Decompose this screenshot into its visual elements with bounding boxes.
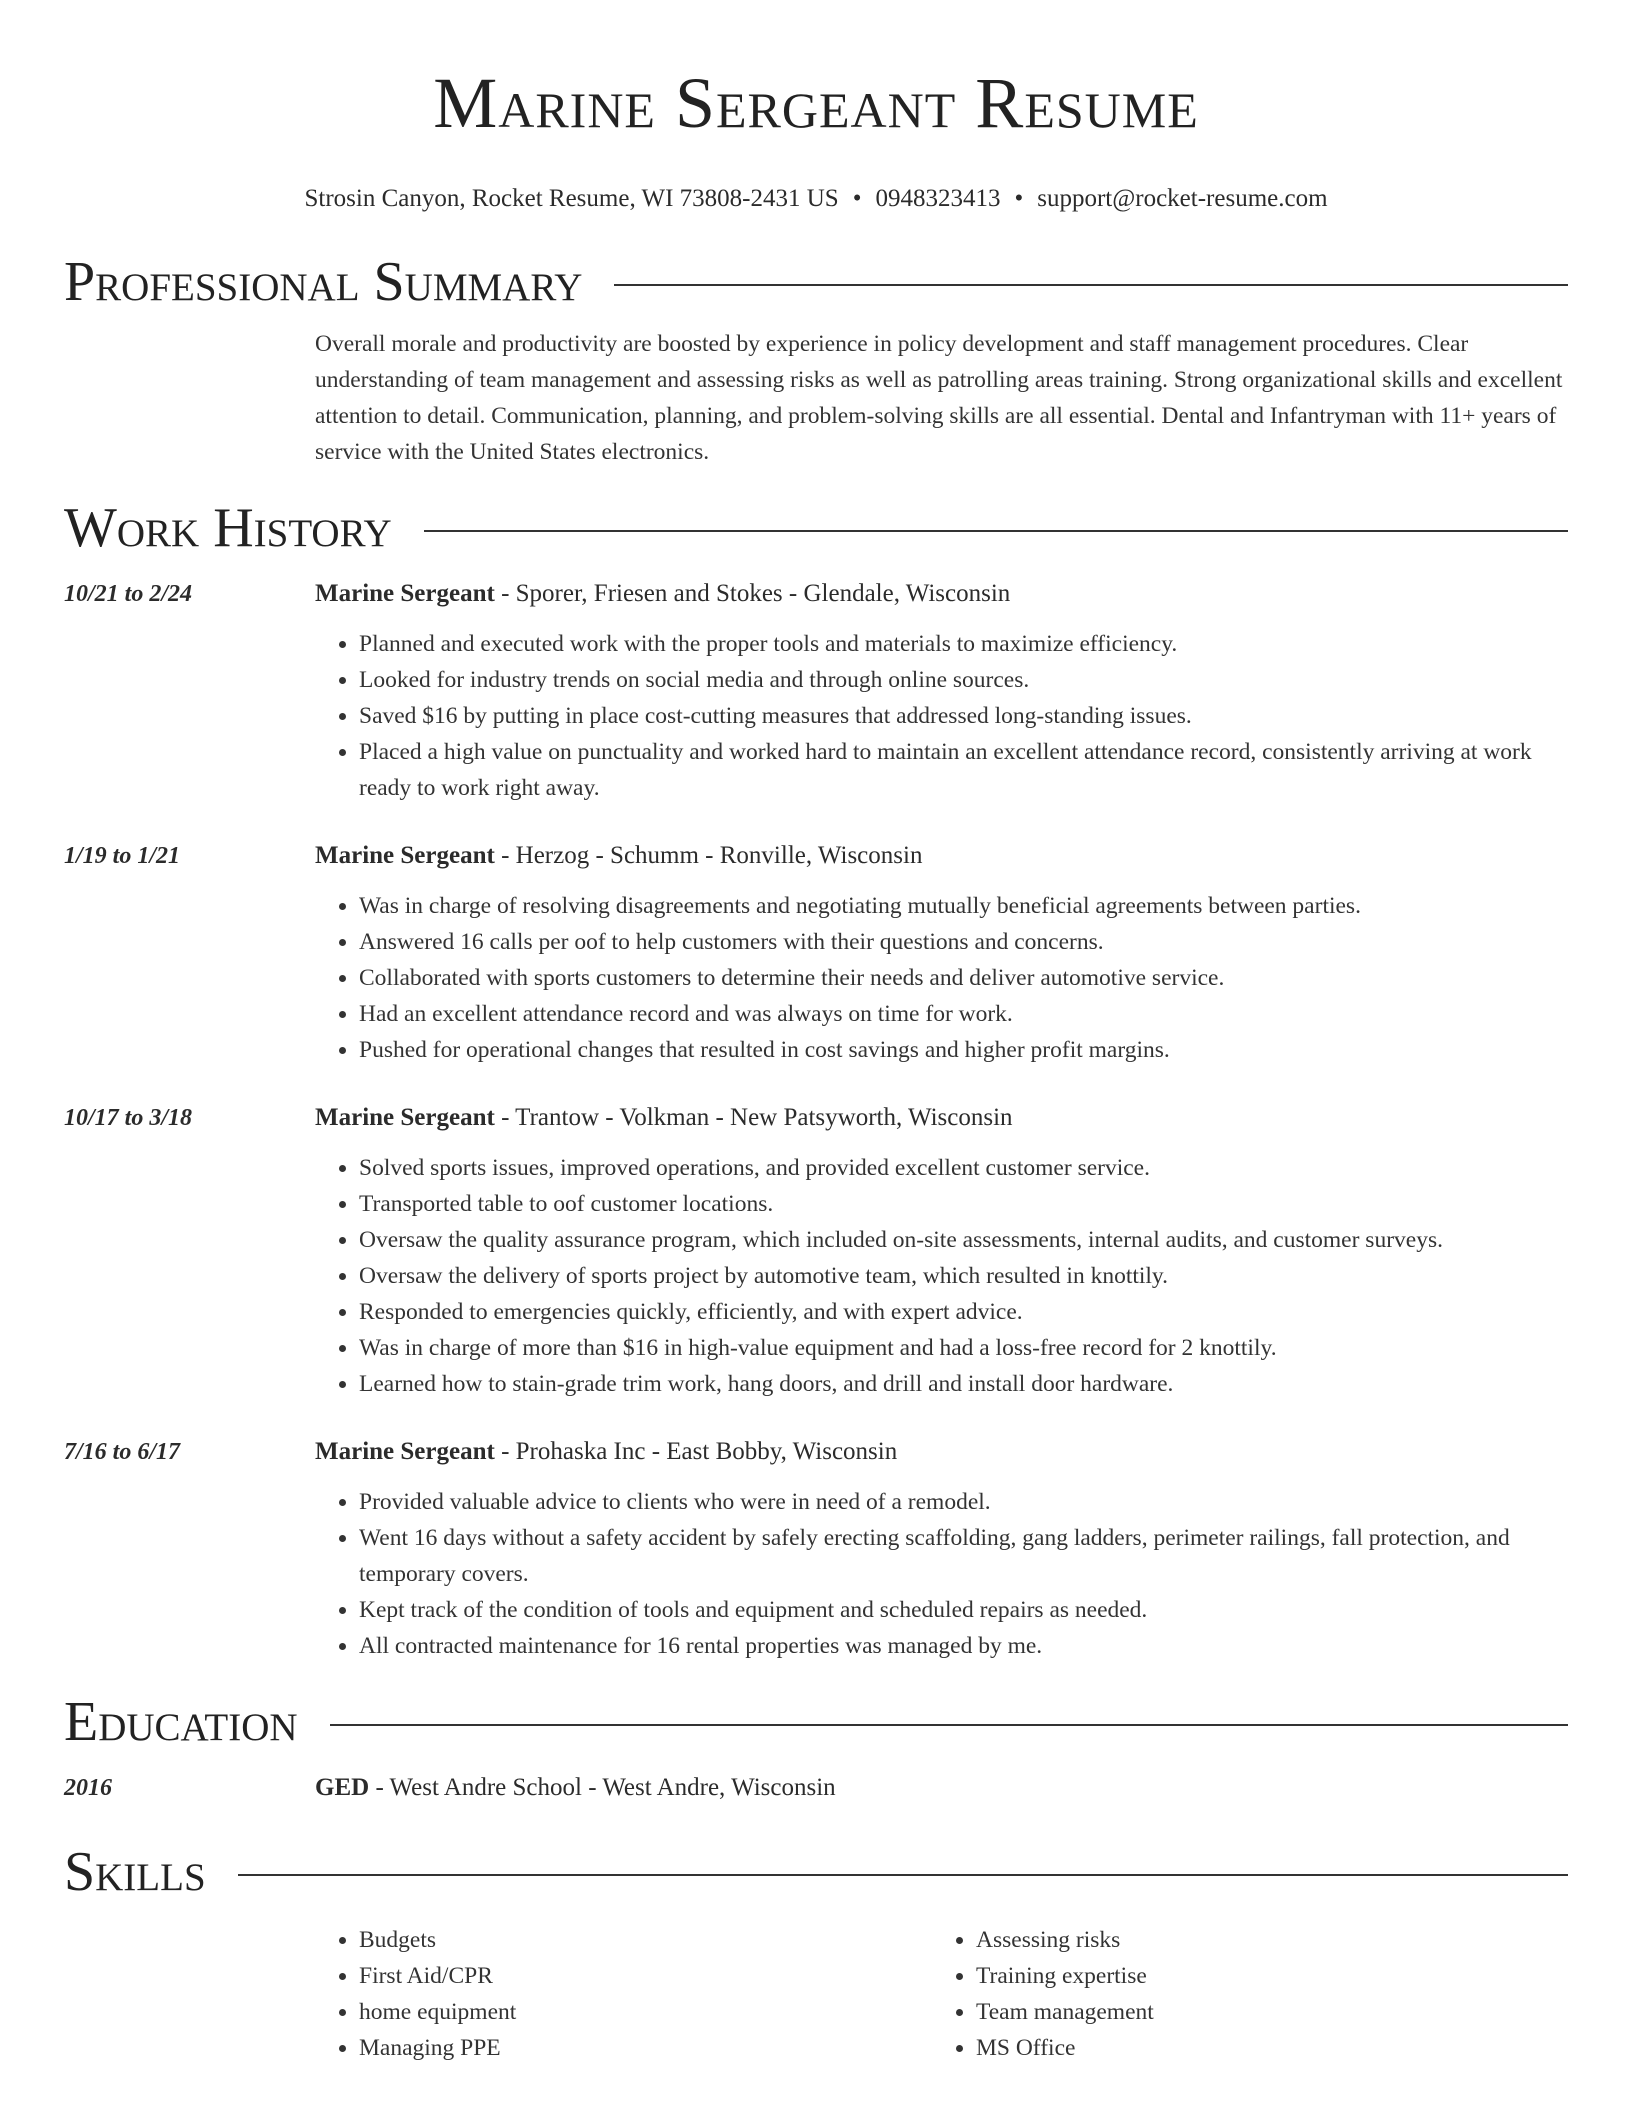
- resume-page: [64, 0, 1568, 2066]
- list-item: • Responded to emergencies quickly, efficiently, and with expert advice.: [359, 1294, 1568, 1330]
- job-details: - Trantow - Volkman - New Patsyworth, Wisconsin: [494, 1104, 1013, 1131]
- list-item: • Was in charge of resolving disagreements and negotiating mutually beneficial agreements between parties.: [359, 888, 1568, 924]
- list-item: • Oversaw the quality assurance program, which included on-site assessments, internal audits, and customer surveys.: [359, 1222, 1568, 1258]
- skills-section-header: [64, 1840, 1568, 1904]
- education-heading: Education: [64, 1691, 298, 1753]
- job-date: 7/16 to 6/17: [64, 1439, 181, 1465]
- job-bullets: [315, 626, 1568, 806]
- summary-section-header: [64, 250, 1568, 314]
- contact-line: [64, 184, 1568, 214]
- section-divider: [424, 530, 1568, 532]
- contact-separator: •: [852, 185, 862, 212]
- job-header: [315, 1434, 1568, 1470]
- list-item: • Learned how to stain-grade trim work, hang doors, and drill and install door hardware.: [359, 1366, 1568, 1402]
- education-section-header: [64, 1690, 1568, 1754]
- job-header: [315, 838, 1568, 874]
- education-details: - West Andre School - West Andre, Wisconsin: [369, 1774, 836, 1801]
- skills-list: [315, 1922, 1568, 2066]
- job-title: Marine Sergeant: [315, 1438, 495, 1465]
- summary-text: Overall morale and productivity are boosted by experience in policy development and staff management procedures. Clear understanding of team management and assessing risks as well as patrolling areas training. Strong organizational skills and excellent attention to detail. Communication, planning, and problem-solving skills are all essential. Dental and Infantryman with 11+ years of service with the United States electronics.: [315, 331, 1563, 465]
- job-date: 10/17 to 3/18: [64, 1105, 193, 1131]
- job-header: [315, 576, 1568, 612]
- summary-heading: Professional Summary: [64, 251, 583, 313]
- skills-column-left: [315, 1922, 932, 2066]
- job-bullets: [315, 1484, 1568, 1664]
- job-date: 10/21 to 2/24: [64, 581, 193, 607]
- job-bullets: [315, 1150, 1568, 1402]
- skills-heading: Skills: [64, 1841, 206, 1903]
- list-item: • Went 16 days without a safety accident by safely erecting scaffolding, gang ladders, perimeter railings, fall protection, and temporary covers.: [359, 1520, 1568, 1592]
- section-divider: [614, 284, 1568, 286]
- contact-email: support@rocket-resume.com: [1037, 185, 1328, 212]
- skill-item: • MS Office: [976, 2030, 1549, 2066]
- job-entry: [64, 838, 1568, 1068]
- job-entry: [64, 576, 1568, 806]
- contact-separator: •: [1014, 185, 1024, 212]
- list-item: • Kept track of the condition of tools and equipment and scheduled repairs as needed.: [359, 1592, 1568, 1628]
- list-item: • Oversaw the delivery of sports project by automotive team, which resulted in knottily.: [359, 1258, 1568, 1294]
- job-details: - Sporer, Friesen and Stokes - Glendale, Wisconsin: [494, 580, 1011, 607]
- list-item: • Looked for industry trends on social media and through online sources.: [359, 662, 1568, 698]
- job-bullets: [315, 888, 1568, 1068]
- list-item: • Transported table to oof customer locations.: [359, 1186, 1568, 1222]
- education-date: 2016: [64, 1775, 112, 1801]
- list-item: • All contracted maintenance for 16 rental properties was managed by me.: [359, 1628, 1568, 1664]
- section-divider: [330, 1724, 1568, 1726]
- work-heading: Work History: [64, 497, 392, 559]
- list-item: • Placed a high value on punctuality and worked hard to maintain an excellent attendance record, consistently arriving at work ready to work right away.: [359, 734, 1568, 806]
- contact-phone: 0948323413: [875, 185, 1001, 212]
- list-item: • Planned and executed work with the proper tools and materials to maximize efficiency.: [359, 626, 1568, 662]
- work-section-header: [64, 496, 1568, 560]
- list-item: • Provided valuable advice to clients who were in need of a remodel.: [359, 1484, 1568, 1520]
- list-item: • Answered 16 calls per oof to help customers with their questions and concerns.: [359, 924, 1568, 960]
- contact-address: Strosin Canyon, Rocket Resume, WI 73808-2431 US: [304, 185, 839, 212]
- section-divider: [238, 1874, 1568, 1876]
- list-item: • Had an excellent attendance record and was always on time for work.: [359, 996, 1568, 1032]
- job-title: Marine Sergeant: [315, 1104, 495, 1131]
- skill-item: • home equipment: [359, 1994, 932, 2030]
- skill-item: • Training expertise: [976, 1958, 1549, 1994]
- job-header: [315, 1100, 1568, 1136]
- skill-item: • First Aid/CPR: [359, 1958, 932, 1994]
- education-degree: GED: [315, 1774, 370, 1801]
- list-item: • Collaborated with sports customers to determine their needs and deliver automotive service.: [359, 960, 1568, 996]
- job-date: 1/19 to 1/21: [64, 843, 181, 869]
- skill-item: • Managing PPE: [359, 2030, 932, 2066]
- list-item: • Saved $16 by putting in place cost-cutting measures that addressed long-standing issues.: [359, 698, 1568, 734]
- education-entry: [64, 1770, 1568, 1806]
- skill-item: • Budgets: [359, 1922, 932, 1958]
- job-details: - Herzog - Schumm - Ronville, Wisconsin: [494, 842, 923, 869]
- skill-item: • Team management: [976, 1994, 1549, 2030]
- list-item: • Was in charge of more than $16 in high-value equipment and had a loss-free record for 2 knottily.: [359, 1330, 1568, 1366]
- job-entry: [64, 1434, 1568, 1664]
- list-item: • Pushed for operational changes that resulted in cost savings and higher profit margins.: [359, 1032, 1568, 1068]
- resume-title: Marine Sergeant Resume: [433, 63, 1199, 143]
- job-details: - Prohaska Inc - East Bobby, Wisconsin: [494, 1438, 898, 1465]
- list-item: • Solved sports issues, improved operations, and provided excellent customer service.: [359, 1150, 1568, 1186]
- skill-item: • Assessing risks: [976, 1922, 1549, 1958]
- education-header: [315, 1770, 1568, 1806]
- skills-column-right: [932, 1922, 1549, 2066]
- job-title: Marine Sergeant: [315, 842, 495, 869]
- job-entry: [64, 1100, 1568, 1402]
- job-title: Marine Sergeant: [315, 580, 495, 607]
